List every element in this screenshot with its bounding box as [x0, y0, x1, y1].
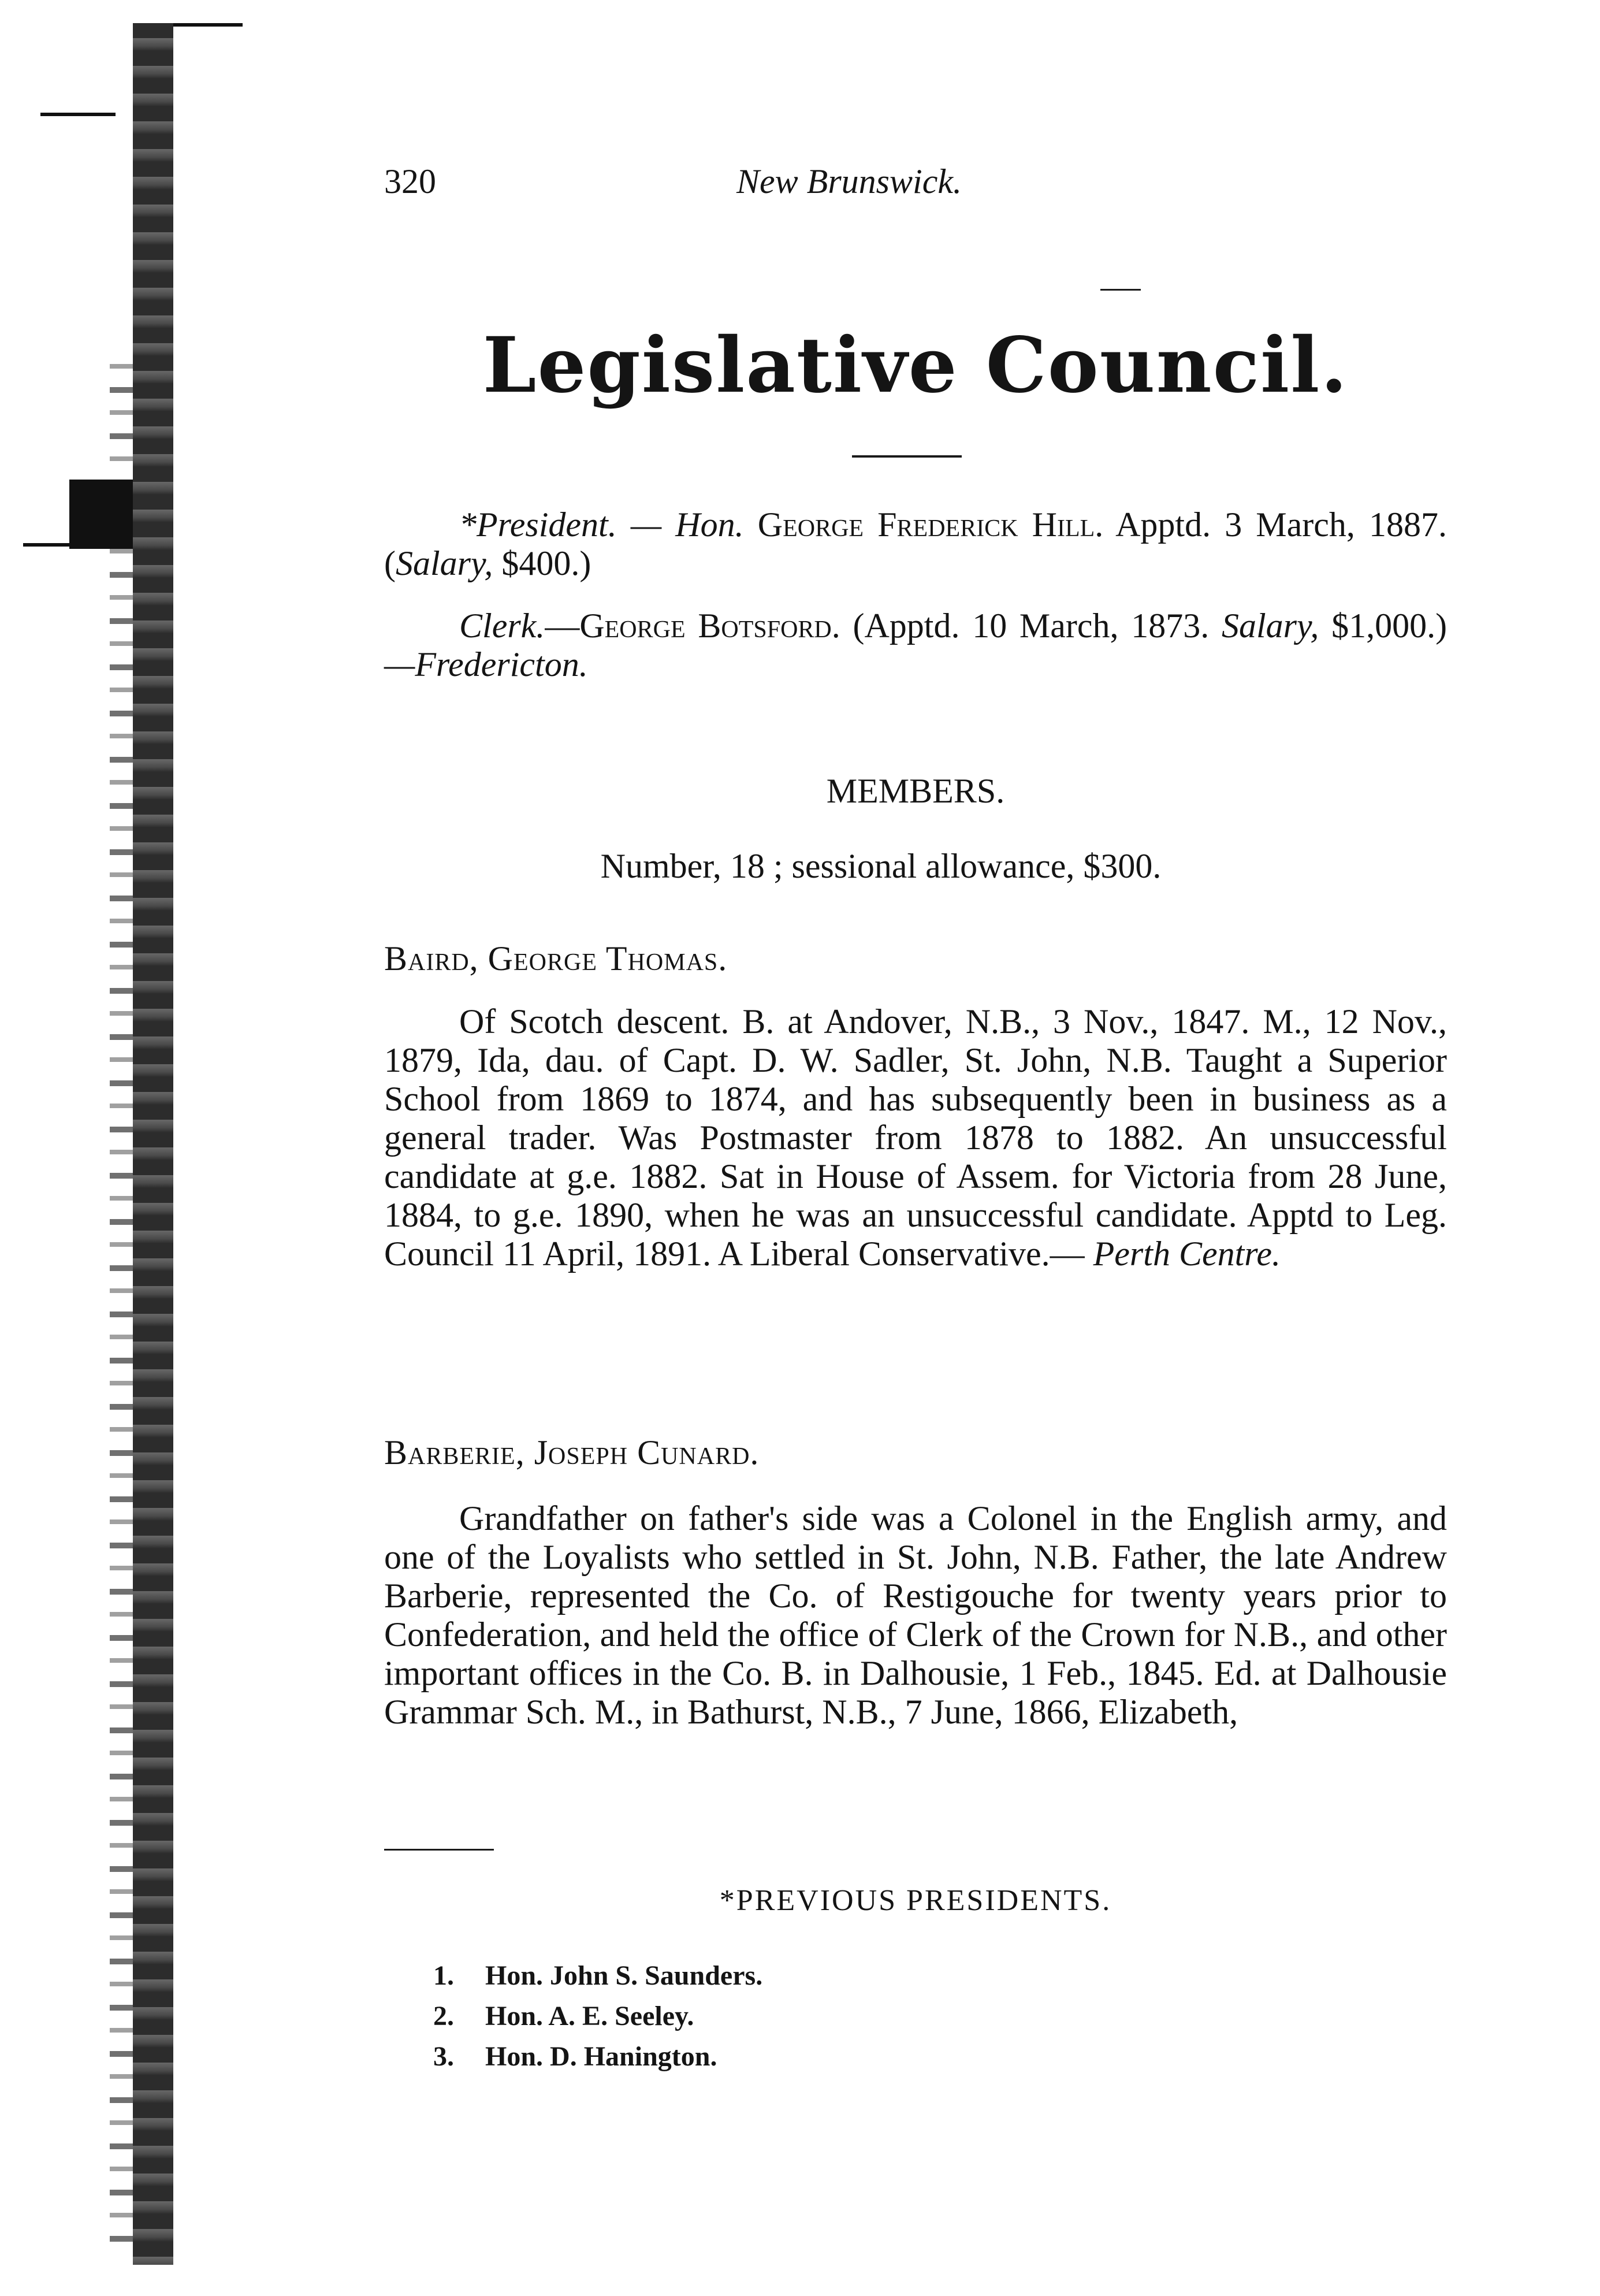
scan-mark	[40, 113, 116, 116]
page-header	[384, 162, 1482, 208]
scan-mark	[23, 543, 127, 547]
member-bio: Grandfather on father's side was a Colonel in the English army, and one of the Loyalists who settled in St. John, N.B. Father, the late Andrew Barberie, represented the Co. of Restigouche for twenty years prior to Confederation, and held the office of Clerk of the Crown for N.B., and other important offices in the Co. B. in Dalhousie, 1 Feb., 1845. Ed. at Dalhousie Grammar Sch. M., in Bathurst, N.B., 7 June, 1866, Elizabeth,	[384, 1499, 1447, 1731]
clerk-entry: Clerk.—George Botsford. (Apptd. 10 March, 1873. Salary, $1,000.)—Fredericton.	[384, 607, 1448, 683]
president-entry: *President. — Hon. George Frederick Hill. Apptd. 3 March, 1887. (Salary, $400.)	[384, 506, 1448, 582]
member-name: Barberie, Joseph Cunard.	[384, 1433, 760, 1472]
header-rule	[1100, 289, 1141, 291]
footnote-heading: *PREVIOUS PRESIDENTS.	[719, 1884, 1112, 1917]
member-bio: Of Scotch descent. B. at Andover, N.B., 3 Nov., 1847. M., 12 Nov., 1879, Ida, dau. of Capt. D. W. Sadler, St. John, N.B. Taught a Superior School from 1869 to 1874, and has subsequently been in business as a general trader. Was Postmaster from 1878 to 1882. An unsuccessful candidate at g.e. 1882. Sat in House of Assem. for Victoria from 28 June, 1884, to g.e. 1890, when he was an unsuccessful candidate. Apptd to Leg. Council 11 April, 1891. A Liberal Conservative.— Perth Centre.	[384, 1002, 1447, 1273]
binding-shadow	[110, 347, 133, 2253]
scan-mark	[173, 23, 243, 27]
members-heading: MEMBERS.	[826, 772, 1005, 810]
members-summary: Number, 18 ; sessional allowance, $300.	[600, 847, 1162, 885]
page-number: 320	[384, 162, 436, 200]
binding-edge	[133, 23, 173, 2265]
page-title: Legislative Council.	[482, 321, 1349, 410]
list-item: 3. Hon. D. Hanington.	[433, 2041, 717, 2072]
title-rule	[852, 455, 962, 458]
list-item: 1. Hon. John S. Saunders.	[433, 1960, 763, 1991]
list-item: 2. Hon. A. E. Seeley.	[433, 2001, 694, 2031]
member-name: Baird, George Thomas.	[384, 939, 728, 978]
running-head: New Brunswick.	[736, 162, 962, 200]
scan-mark	[69, 480, 133, 549]
previous-presidents-list	[433, 1956, 762, 2077]
footnote-rule	[384, 1849, 494, 1851]
